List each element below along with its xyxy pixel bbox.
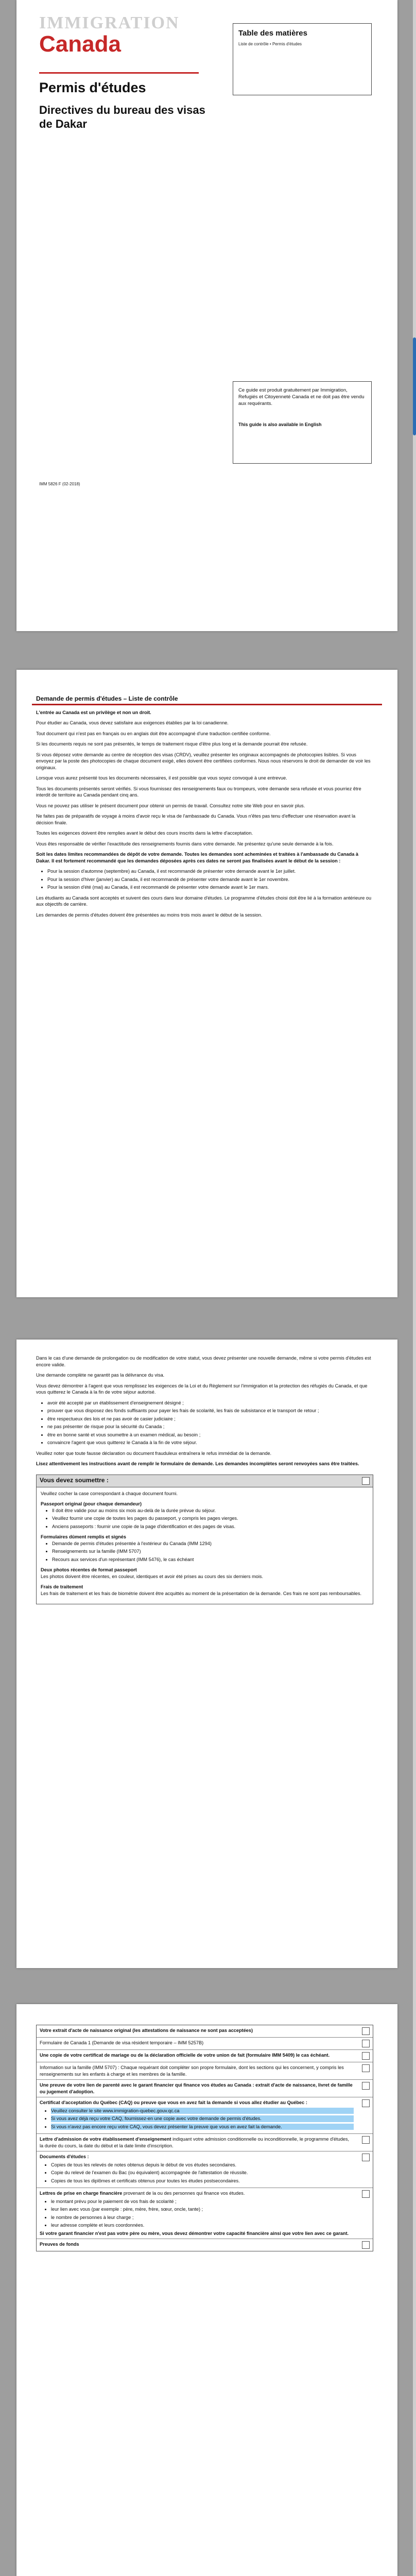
list-item: • Copie du relevé de l'examen du Bac (ou équivalent) accompagnée de l'attestation de réussite. — [51, 2170, 354, 2176]
toc-title: Table des matières — [238, 29, 307, 38]
table-row — [37, 2050, 373, 2062]
submit-box — [36, 1475, 373, 1605]
row-checkbox[interactable] — [362, 2154, 370, 2161]
dates-list — [36, 868, 373, 891]
caq-heading: Certificat d'acceptation du Québec (CAQ) ou preuve que vous en avez fait la demande si vous allez étudier au Québec : — [40, 2100, 307, 2105]
table-row — [37, 2188, 373, 2239]
heading-rule — [32, 704, 382, 705]
list-item: • ne pas présenter de risque pour la sécurité du Canada ; — [47, 1423, 373, 1430]
row-checkbox[interactable] — [362, 2064, 370, 2072]
table-row — [37, 2134, 373, 2151]
paragraph: Lorsque vous aurez présenté tous les documents nécessaires, il est possible que vous soyez convoqué à une entrevue. — [36, 775, 287, 781]
table-row — [37, 2151, 373, 2188]
paragraph: Soit les dates limites recommandées de dépôt de votre demande. Toutes les demandes sont acheminées et traitées à l'ambassade du Canada à Dakar. Il est fortement recommandé que les demandes déposées après ces dates ne seront pas finalisées avant le début de la session : — [36, 852, 358, 863]
form-code: IMM 5826 F (02-2018) — [39, 482, 80, 486]
list-item: • Demande de permis d'études présentée à l'extérieur du Canada (IMM 1294) — [52, 1540, 369, 1547]
proofs-heading: Preuves de fonds — [40, 2242, 79, 2247]
paragraph: Dans le cas d'une demande de prolongation ou de modification de votre statut, vous devez présenter une nouvelle demande, même si votre permis d'études est encore valide. — [36, 1355, 371, 1367]
paragraph: Veuillez noter que toute fausse déclaration ou document frauduleux entraînera le refus immédiat de la demande. — [36, 1450, 272, 1456]
passport-heading: Passeport original (pour chaque demandeur) — [41, 1501, 142, 1506]
checklist-heading: Demande de permis d'études – Liste de contrôle — [36, 695, 178, 702]
vertical-scrollbar[interactable] — [413, 0, 416, 2576]
list-item: • Copies de tous les diplômes et certificats obtenus pour toutes les études postsecondaires. — [51, 2178, 354, 2184]
list-item: • convaincre l'agent que vous quitterez le Canada à la fin de votre séjour. — [47, 1439, 373, 1446]
list-item: • Si vous avez déjà reçu votre CAQ, fournissez-en une copie avec votre demande de permis d'études. — [51, 2115, 354, 2122]
table-row — [37, 2239, 373, 2251]
table-of-contents — [233, 23, 372, 95]
letter-block — [40, 2136, 354, 2149]
table-row — [37, 2025, 373, 2038]
header-checkbox[interactable] — [362, 1477, 370, 1485]
list-item: • Recours aux services d'un représentant (IMM 5476), le cas échéant — [52, 1556, 369, 1563]
row-checkbox[interactable] — [362, 2099, 370, 2107]
row-text: Une preuve de votre lien de parenté avec le garant financier qui finance vos études au Canada : extrait d'acte de naissance, livret de famille ou jugement d'adoption. — [40, 2082, 353, 2094]
page2-content — [36, 685, 373, 922]
page-title: Permis d'études — [39, 80, 146, 95]
row-checkbox[interactable] — [362, 2190, 370, 2198]
submit-box-body — [37, 1487, 373, 1604]
box-intro: Veuillez cocher la case correspondant à chaque document fourni. — [41, 1490, 178, 1496]
caq-block — [40, 2099, 354, 2131]
row-checkbox[interactable] — [362, 2136, 370, 2144]
brand — [39, 14, 224, 57]
row-text: Formulaire de Canada 1 (Demande de visa résident temporaire – IMM 5257B) — [40, 2040, 204, 2045]
list-item[interactable]: • Veuillez consulter le site www.immigration-quebec.gouv.qc.ca — [51, 2108, 354, 2114]
paragraph: Vous ne pouvez pas utiliser le présent document pour obtenir un permis de travail. Consultez notre site Web pour en savoir plus. — [36, 803, 305, 808]
docs-heading: Documents d'études : — [40, 2154, 89, 2159]
photo-heading: Deux photos récentes de format passeport — [41, 1567, 137, 1572]
resp-block — [40, 2190, 354, 2236]
list-item: • Renseignements sur la famille (IMM 5707) — [52, 1548, 369, 1555]
list-item: • être en bonne santé et vous soumettre à un examen médical, au besoin ; — [47, 1432, 373, 1438]
list-item: • le montant prévu pour le paiement de vos frais de scolarité ; — [51, 2198, 354, 2205]
brand-canada: Canada — [39, 31, 121, 57]
list-item: • Pour la session d'été (mai) au Canada, il est recommandé de présenter votre demande avant le 1er mars. — [47, 884, 373, 891]
page-cover — [16, 0, 397, 631]
resp-text: provenant de la ou des personnes qui finance vos études. — [123, 2191, 245, 2196]
page-documents — [16, 2004, 397, 2576]
list-item: • Il doit être valide pour au moins six mois au-delà de la durée prévue du séjour. — [52, 1507, 369, 1514]
table-row — [37, 2062, 373, 2080]
resp-list — [40, 2198, 354, 2229]
paragraph: Si vous déposez votre demande au centre de réception des visas (CRDV), veuillez présenter les originaux accompagnés de photocopies lisibles. Si vous envoyez par la poste des photocopies de chaque document exigé, elles doivent être certifiées conformes. Nous nous réservons le droit de demander de voir les originaux. — [36, 752, 371, 770]
paragraph: Les demandes de permis d'études doivent être présentées au moins trois mois avant le début de la session. — [36, 912, 263, 918]
list-item: • Anciens passeports : fournir une copie de la page d'identification et des pages de visas. — [52, 1523, 369, 1530]
paragraph: Tout document qui n'est pas en français ou en anglais doit être accompagné d'une traduction certifiée conforme. — [36, 731, 271, 736]
list-item: • prouver que vous disposez des fonds suffisants pour payer les frais de scolarité, les frais de subsistance et le transport de retour ; — [47, 1408, 373, 1414]
fees-heading: Frais de traitement — [41, 1584, 83, 1589]
row-checkbox[interactable] — [362, 2052, 370, 2060]
list-item: • Pour la session d'hiver (janvier) au Canada, il est recommandé de présenter votre demande avant le 1er novembre. — [47, 876, 373, 883]
docs-block — [40, 2154, 354, 2185]
fees-text: Les frais de traitement et les frais de biométrie doivent être acquittés au moment de la présentation de la demande. Ces frais ne sont pas remboursables. — [41, 1590, 362, 1596]
requirements-list — [36, 1400, 373, 1446]
page3-content — [36, 1355, 373, 1604]
info-english: This guide is also available in English — [238, 422, 322, 427]
info-french: Ce guide est produit gratuitement par Immigration, Refugiés et Citoyenneté Canada et ne doit pas être vendu aux requérants. — [238, 387, 365, 406]
caq-list — [40, 2108, 354, 2130]
photo-text: Les photos doivent être récentes, en couleur, identiques et avoir été prises au cours des six derniers mois. — [41, 1573, 264, 1579]
paragraph: Vous êtes responsable de vérifier l'exactitude des renseignements fournis dans votre demande. Ne présentez qu'une seule demande à la fois. — [36, 841, 334, 846]
row-checkbox[interactable] — [362, 2082, 370, 2090]
paragraph: Pour étudier au Canada, vous devez satisfaire aux exigences établies par la loi canadienne. — [36, 720, 229, 725]
row-checkbox[interactable] — [362, 2040, 370, 2047]
list-item: • être respectueux des lois et ne pas avoir de casier judiciaire ; — [47, 1416, 373, 1422]
list-item: • le nombre de personnes à leur charge ; — [51, 2214, 354, 2221]
guarantor-text: Si votre garant financier n'est pas votre père ou mère, vous devez démontrer votre capacité financière ainsi que votre lien avec ce garant. — [40, 2230, 349, 2236]
red-rule — [39, 72, 199, 74]
caq-row — [37, 2097, 373, 2134]
row-text: Information sur la famille (IMM 5707) : Chaque requérant doit compléter son propre formulaire, dont les sections qui les concernent, y compris les renseignements sur les enfants à charge et les membres de la famille. — [40, 2065, 344, 2077]
letter-text: indiquant votre admission conditionnelle ou inconditionnelle, le programme d'études, la durée du cours, la date du début et la date limite d'inscription. — [40, 2137, 350, 2148]
paragraph: Une demande complète ne garantit pas la délivrance du visa. — [36, 1372, 165, 1378]
paragraph: Toutes les exigences doivent être remplies avant le début des cours inscrits dans la lettre d'acceptation. — [36, 831, 253, 836]
paragraph: Lisez attentivement les instructions avant de remplir le formulaire de demande. Les demandes incomplètes seront renvoyées sans être traitées. — [36, 1461, 359, 1466]
table-row — [37, 2080, 373, 2097]
page-requirements — [16, 1340, 397, 1968]
info-box — [233, 381, 372, 464]
toc-item[interactable]: Liste de contrôle • Permis d'études — [238, 42, 302, 46]
docs-list — [40, 2162, 354, 2184]
paragraph: Les étudiants au Canada sont acceptés et suivent des cours dans leur domaine d'études. Le programme d'études choisi doit être lié à la formation antérieure ou aux objectifs de carrière. — [36, 895, 372, 907]
passport-list — [41, 1507, 369, 1530]
paragraph: Si les documents requis ne sont pas présentés, le temps de traitement risque d'être plus long et la demande pourrait être refusée. — [36, 741, 308, 747]
row-text: Une copie de votre certificat de mariage ou de la déclaration officielle de votre union de fait (formulaire IMM 5409) le cas échéant. — [40, 2053, 330, 2058]
page4-content — [36, 2025, 373, 2251]
paragraph: Tous les documents présentés seront vérifiés. Si vous fournissez des renseignements faux ou trompeurs, votre demande sera refusée et vous pourriez être interdit de territoire au Canada pendant cinq ans. — [36, 786, 361, 798]
row-checkbox[interactable] — [362, 2027, 370, 2035]
documents-box — [36, 2025, 373, 2251]
list-item: • Veuillez fournir une copie de toutes les pages du passeport, y compris les pages vierges. — [52, 1515, 369, 1522]
paragraph: Ne faites pas de préparatifs de voyage à moins d'avoir reçu le visa de l'ambassade du Canada. Vous n'êtes pas tenu d'effectuer une réservation avant la décision finale. — [36, 814, 356, 825]
submit-box-header — [37, 1475, 373, 1487]
row-checkbox[interactable] — [362, 2241, 370, 2249]
forms-list — [41, 1540, 369, 1563]
list-item: • leur adresse complète et leurs coordonnées. — [51, 2222, 354, 2229]
page-checklist-intro — [16, 670, 397, 1297]
list-item: • Pour la session d'automne (septembre) au Canada, il est recommandé de présenter votre demande avant le 1er juillet. — [47, 868, 373, 875]
paragraph: Vous devez démontrer à l'agent que vous remplissez les exigences de la Loi et du Règlement sur l'immigration et la protection des réfugiés du Canada, et que vous quitterez le Canada à la fin de votre séjour autorisé. — [36, 1383, 368, 1395]
list-item: • leur lien avec vous (par exemple : père, mère, frère, sœur, oncle, tante) ; — [51, 2206, 354, 2213]
table-row — [37, 2038, 373, 2050]
row-text: Votre extrait d'acte de naissance original (les attestations de naissance ne sont pas acceptées) — [40, 2028, 253, 2033]
scrollbar-thumb[interactable] — [413, 337, 416, 435]
letter-heading: Lettre d'admission de votre établissement d'enseignement — [40, 2137, 171, 2142]
page-subtitle: Directives du bureau des visas de Dakar — [39, 104, 205, 130]
forms-heading: Formulaires dûment remplis et signés — [41, 1534, 126, 1539]
paragraph: L'entrée au Canada est un privilège et non un droit. — [36, 709, 151, 715]
submit-box-title: Vous devez soumettre : — [40, 1476, 109, 1484]
brand-immigration: IMMIGRATION — [39, 13, 180, 32]
resp-heading: Lettres de prise en charge financière — [40, 2191, 123, 2196]
list-item: • avoir été accepté par un établissement d'enseignement désigné ; — [47, 1400, 373, 1406]
list-item: • Si vous n'avez pas encore reçu votre CAQ, vous devez présenter la preuve que vous en avez fait la demande. — [51, 2124, 354, 2130]
list-item: • Copies de tous les relevés de notes obtenus depuis le début de vos études secondaires. — [51, 2162, 354, 2168]
